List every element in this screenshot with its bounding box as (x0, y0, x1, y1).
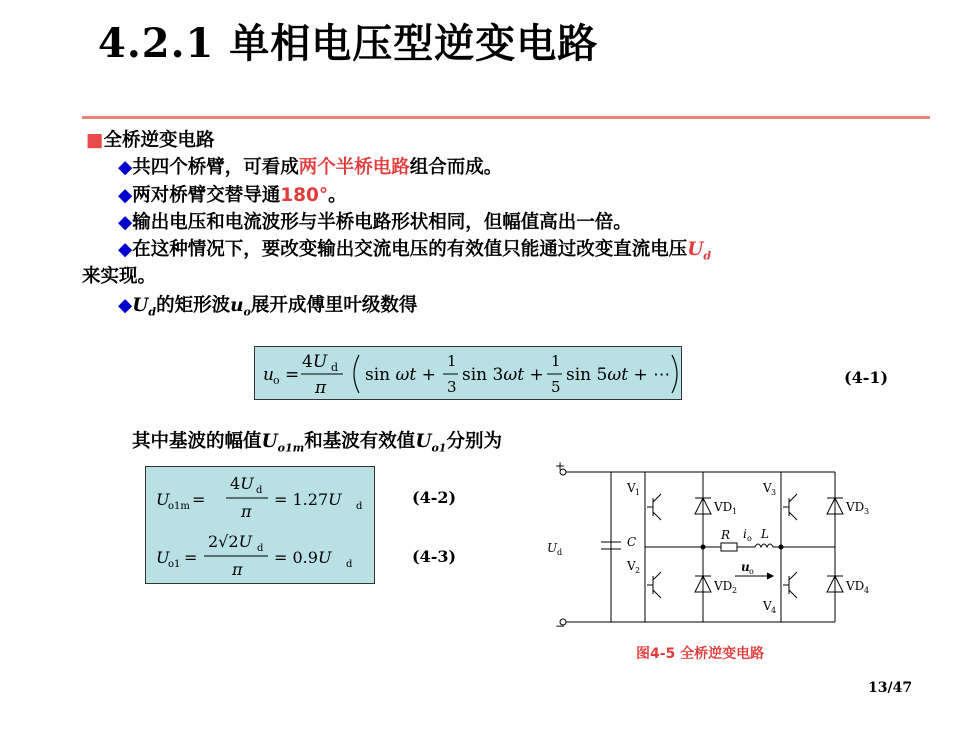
point-4 (118, 235, 711, 263)
fundamental-pre: 其中基波的幅值 (132, 431, 262, 452)
equation-4-2-4-3-box (145, 466, 375, 584)
svg-text:4: 4 (864, 586, 870, 595)
svg-text:1: 1 (447, 352, 457, 370)
svg-text:U: U (156, 490, 170, 509)
point-2-post: 。 (328, 185, 347, 206)
svg-text:1: 1 (551, 352, 561, 370)
svg-text:o1m: o1m (168, 501, 190, 512)
svg-text:VD: VD (846, 500, 865, 514)
section-heading (86, 126, 215, 152)
point-2 (118, 181, 347, 207)
svg-text:o1: o1 (168, 559, 181, 570)
point-3-text: 输出电压和电流波形与半桥电路形状相同，但幅值高出一倍。 (132, 212, 632, 233)
svg-text:d: d (256, 485, 263, 496)
diamond-bullet-icon: ◆ (118, 212, 133, 233)
svg-text:= 0.9U: = 0.9U (274, 548, 332, 567)
svg-text:d: d (257, 543, 264, 554)
svg-text:π: π (232, 560, 243, 579)
fundamental-text (132, 427, 502, 455)
point-1-post: 组合而成。 (409, 157, 503, 178)
point-1-highlight: 两个半桥电路 (298, 157, 410, 178)
svg-text:π: π (241, 502, 252, 521)
svg-text:V: V (627, 559, 636, 573)
svg-text:2√2U: 2√2U (208, 532, 253, 551)
svg-text:sin 5ωt + ⋯: sin 5ωt + ⋯ (566, 365, 671, 385)
svg-text:i: i (743, 527, 747, 541)
svg-text:o: o (749, 567, 754, 576)
equation-4-1 (255, 347, 681, 399)
svg-text:4: 4 (771, 606, 777, 615)
svg-text:=: = (285, 365, 300, 385)
diamond-bullet-icon: ◆ (118, 157, 133, 178)
equation-4-1-box (254, 346, 682, 400)
fundamental-mid: 和基波有效值 (304, 431, 416, 452)
figure-caption: 图4-5 全桥逆变电路 (636, 646, 765, 662)
point-4-text: 在这种情况下，要改变输出交流电压的有效值只能通过改变直流电压 (132, 239, 688, 260)
point-5-symbol-2: $u_o$ (230, 295, 251, 319)
svg-text:−: − (555, 619, 566, 633)
svg-text:R: R (721, 528, 731, 542)
svg-text:U: U (156, 548, 170, 567)
svg-text:L: L (761, 527, 769, 541)
svg-text:VD: VD (846, 579, 865, 593)
title-divider (82, 116, 930, 119)
point-5-symbol-1: $U_d$ (132, 295, 157, 319)
point-5-post: 展开成傅里叶级数得 (250, 295, 418, 316)
square-bullet-icon: ■ (86, 130, 104, 151)
svg-text:VD: VD (714, 579, 733, 593)
svg-text:V: V (763, 481, 772, 495)
svg-text:π: π (315, 378, 327, 398)
svg-text:= 1.27U: = 1.27U (274, 490, 342, 509)
point-4-symbol: $U_d$ (687, 239, 712, 263)
point-1-pre: 共四个桥臂，可看成 (132, 157, 299, 178)
point-5 (118, 291, 417, 319)
svg-text:5: 5 (551, 378, 561, 396)
svg-text:u: u (741, 560, 750, 574)
svg-text:3: 3 (864, 507, 870, 516)
equation-4-2-label: (4-2) (412, 488, 457, 507)
equation-4-1-label: (4-1) (844, 368, 889, 387)
svg-text:d: d (356, 501, 363, 512)
svg-text:4U: 4U (230, 474, 254, 493)
point-1 (118, 153, 502, 179)
diamond-bullet-icon: ◆ (118, 185, 133, 206)
slide-title: 4.2.1 单相电压型逆变电路 (98, 20, 599, 67)
diamond-bullet-icon: ◆ (118, 239, 133, 260)
point-5-mid: 的矩形波 (156, 295, 231, 316)
svg-text:d: d (557, 548, 563, 557)
svg-text:sin 3ωt +: sin 3ωt + (462, 365, 544, 385)
svg-text:o: o (747, 534, 752, 543)
point-3 (118, 208, 632, 234)
svg-text:=: = (192, 490, 206, 509)
svg-text:3: 3 (447, 378, 457, 396)
svg-text:+: + (555, 459, 566, 473)
equation-4-3-label: (4-3) (412, 547, 457, 566)
point-2-highlight: 180° (280, 185, 329, 206)
svg-text:C: C (627, 535, 637, 549)
svg-text:u: u (263, 365, 274, 385)
equations-4-2-4-3 (146, 467, 374, 583)
svg-text:1: 1 (635, 488, 641, 497)
fundamental-symbol-2: $U_{o1}$ (415, 431, 447, 455)
point-2-pre: 两对桥臂交替导通 (132, 185, 281, 206)
svg-text:4U: 4U (302, 352, 328, 372)
svg-text:U: U (547, 541, 558, 555)
diamond-bullet-icon: ◆ (118, 295, 133, 316)
fundamental-symbol-1: $U_{o1m}$ (261, 431, 305, 455)
fundamental-post: 分别为 (446, 431, 502, 452)
svg-text:1: 1 (732, 507, 738, 516)
svg-text:d: d (346, 559, 353, 570)
point-4-continued: 来实现。 (82, 266, 157, 287)
svg-text:=: = (184, 548, 198, 567)
svg-text:VD: VD (714, 500, 733, 514)
section-heading-text: 全桥逆变电路 (103, 130, 215, 151)
svg-text:sin ωt +: sin ωt + (365, 365, 436, 385)
svg-text:V: V (627, 481, 636, 495)
svg-text:V: V (763, 599, 772, 613)
svg-text:2: 2 (732, 586, 738, 595)
svg-text:3: 3 (771, 488, 777, 497)
full-bridge-circuit-diagram (535, 458, 870, 636)
page-number: 13/47 (868, 680, 913, 696)
svg-text:d: d (331, 361, 339, 374)
svg-text:2: 2 (635, 566, 641, 575)
svg-text:o: o (273, 374, 280, 387)
